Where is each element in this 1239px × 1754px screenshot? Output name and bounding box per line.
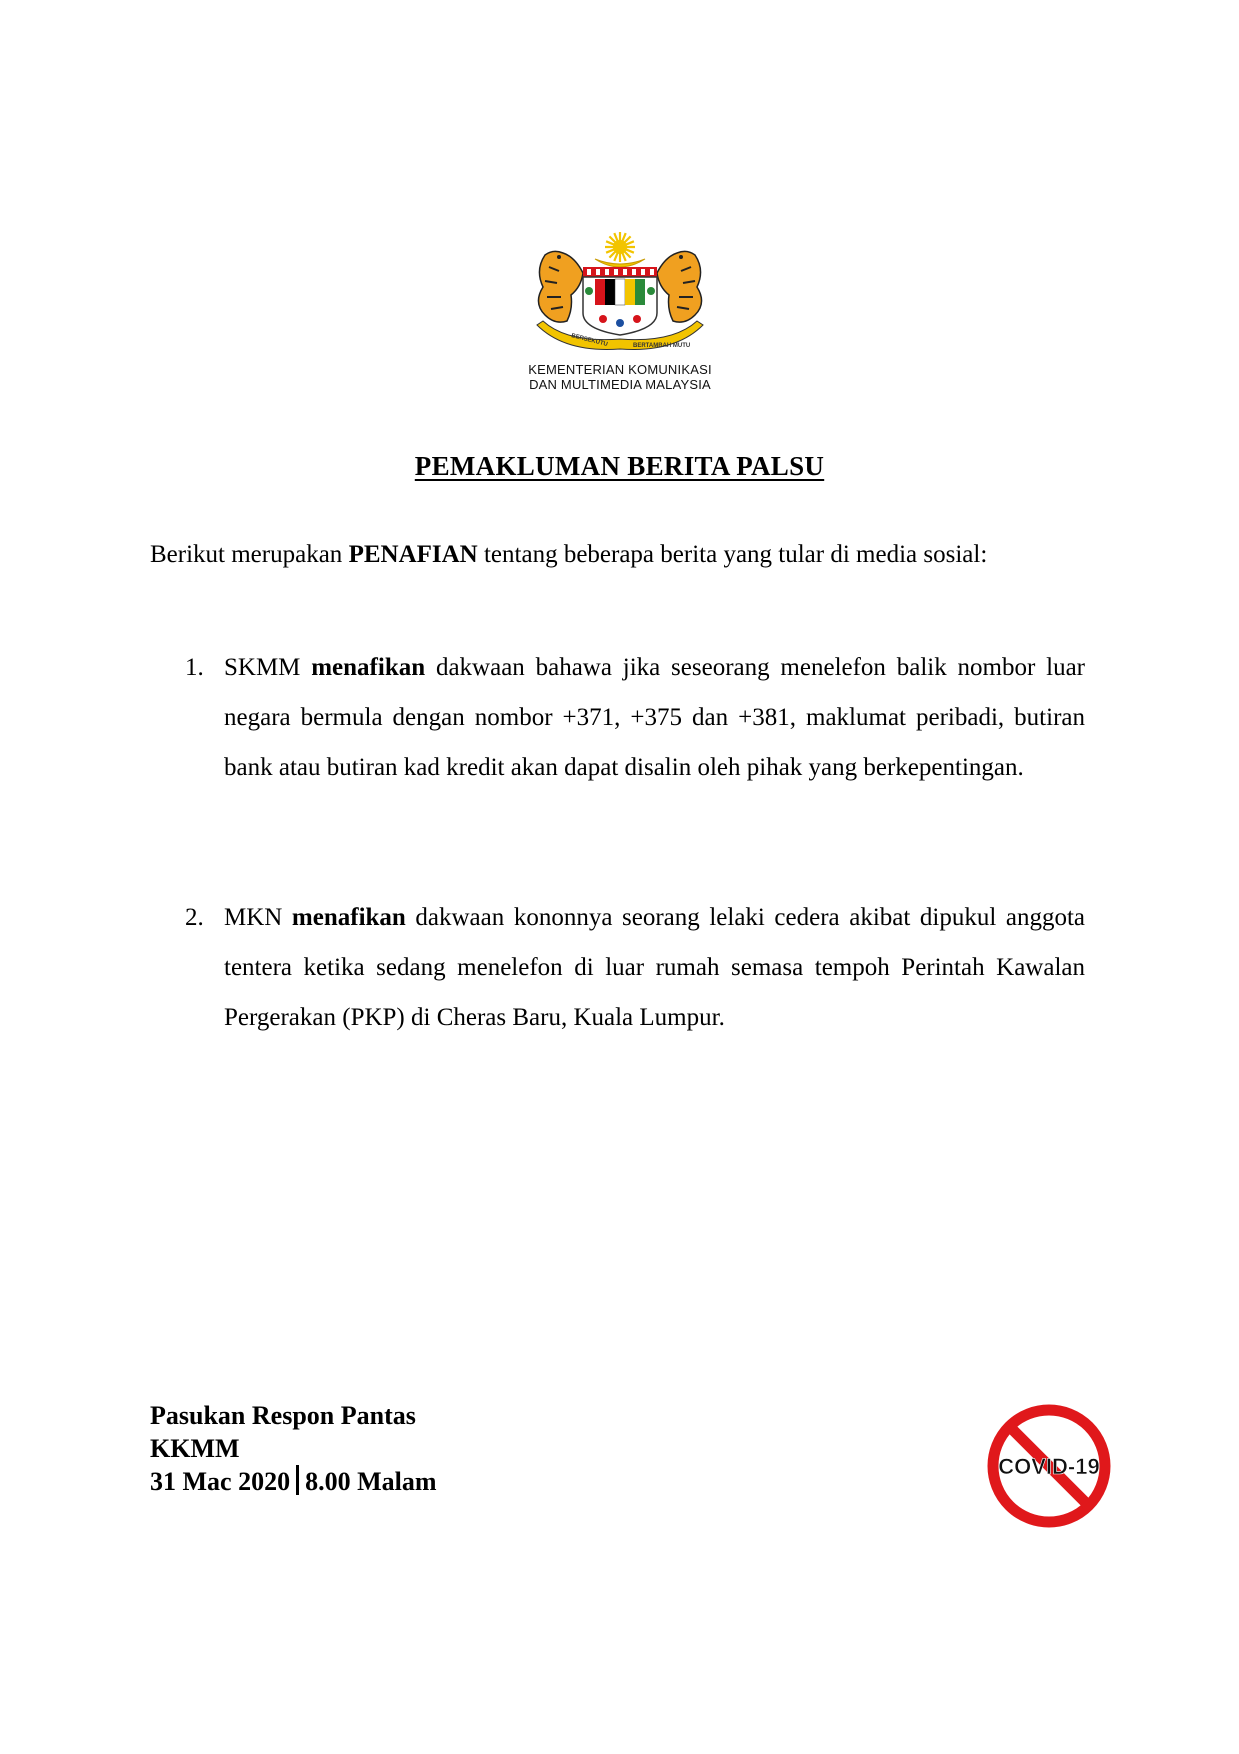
signature-team: Pasukan Respon Pantas xyxy=(150,1401,416,1430)
ministry-line-1: KEMENTERIAN KOMUNIKASI xyxy=(528,362,712,377)
document-title: PEMAKLUMAN BERITA PALSU xyxy=(414,451,825,481)
svg-text:BERSEKUTU: BERSEKUTU xyxy=(570,333,609,348)
separator-bar xyxy=(296,1465,299,1495)
item-bold: menafikan xyxy=(291,904,406,931)
coat-of-arms-icon xyxy=(525,225,715,355)
signature-date: 31 Mac 2020 xyxy=(150,1467,291,1496)
signature-datetime xyxy=(150,1465,437,1498)
svg-text:COVID-19: COVID-19 xyxy=(998,1454,1100,1479)
item-agency: SKMM xyxy=(224,654,312,681)
signature-time: 8.00 Malam xyxy=(305,1467,437,1496)
ministry-line-2: DAN MULTIMEDIA MALAYSIA xyxy=(529,377,711,392)
list-item-text xyxy=(224,893,1085,1043)
intro-bold: PENAFIAN xyxy=(348,541,478,568)
item-rest: dakwaan kononnya seorang lelaki cedera akibat dipukul anggota tentera ketika sedang menelefon di luar rumah semasa tempoh Perintah Kawalan Pergerakan (PKP) di Cheras Baru, Kuala Lumpur. xyxy=(224,904,1085,1031)
list-item-text xyxy=(224,643,1085,793)
signature-block xyxy=(150,1399,437,1498)
item-agency: MKN xyxy=(224,904,292,931)
item-bold: menafikan xyxy=(311,654,426,681)
svg-text:BERTAMBAH MUTU: BERTAMBAH MUTU xyxy=(633,343,691,349)
intro-text-after: tentang beberapa berita yang tular di media sosial: xyxy=(477,541,988,568)
item-rest: dakwaan bahawa jika seseorang menelefon balik nombor luar negara bermula dengan nombor +371, +375 dan +381, maklumat peribadi, butiran bank atau butiran kad kredit akan dapat disalin oleh pihak yang berkepentingan. xyxy=(224,654,1085,781)
intro-paragraph xyxy=(150,530,1085,580)
list-item-number: 2. xyxy=(185,904,204,931)
no-covid-icon xyxy=(985,1402,1113,1530)
intro-text-before: Berikut merupakan xyxy=(150,541,349,568)
list-item-number: 1. xyxy=(185,654,204,681)
signature-org: KKMM xyxy=(150,1434,240,1463)
ministry-name xyxy=(520,362,720,392)
